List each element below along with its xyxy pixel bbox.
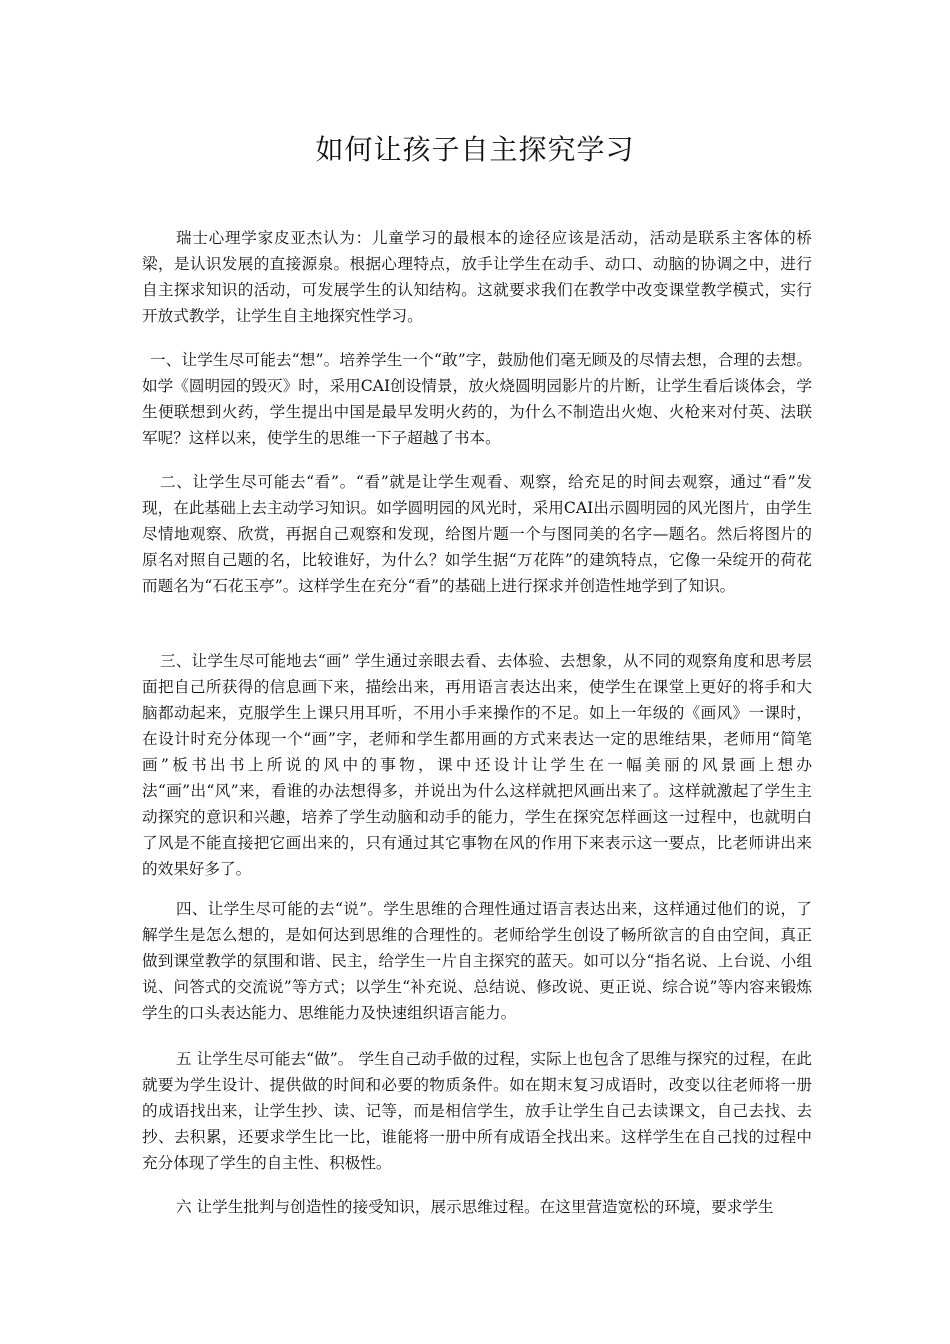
paragraph-look: 二、让学生尽可能去“看”。“看”就是让学生观看、观察，给充足的时间去观察，通过“看”发现，在此基础上去主动学习知识。如学圆明园的风光时，采用CAI出示圆明园的风光图片，由学生尽情地观察、欣赏，再据自己观察和发现，给图片题一个与图同美的名字—题名。然后将图片的原名对照自己题的名，比较谁好，为什么？如学生据“万花阵”的建筑特点，它像一朵绽开的荷花而题名为“石花玉亭”。这样学生在充分“看”的基础上进行探求并创造性地学到了知识。 [142,473,812,595]
paragraph-intro: 瑞士心理学家皮亚杰认为：儿童学习的最根本的途径应该是活动，活动是联系主客体的桥梁，是认识发展的直接源泉。根据心理特点，放手让学生在动手、动口、动脑的协调之中，进行自主探求知识的活动，可发展学生的认知结构。这就要求我们在教学中改变课堂教学模式，实行开放式教学，让学生自主地探究性学习。 [142,229,812,325]
paragraph-do: 五 让学生尽可能去“做”。 学生自己动手做的过程，实际上也包含了思维与探究的过程，在此就要为学生设计、提供做的时间和必要的物质条件。如在期末复习成语时，改变以往老师将一册的成语找出来，让学生抄、读、记等，而是相信学生，放手让学生自己去读课文，自己去找、去抄、去积累，还要求学生比一比，谁能将一册中所有成语全找出来。这样学生在自己找的过程中充分体现了学生的自主性、积极性。 [142,1050,812,1172]
paragraph-draw: 三、让学生尽可能地去“画” 学生通过亲眼去看、去体验、去想象，从不同的观察角度和思考层面把自己所获得的信息画下来，描绘出来，再用语言表达出来，使学生在课堂上更好的将手和大脑都动起来，克服学生上课只用耳听，不用小手来操作的不足。如上一年级的《画风》一课时，在设计时充分体现一个“画”字，老师和学生都用画的方式来表达一定的思维结果，老师用“简笔画”板书出书上所说的风中的事物，课中还设计让学生在一幅美丽的风景画上想办法“画”出“风”来，看谁的办法想得多，并说出为什么这样就把风画出来了。这样就激起了学生主动探究的意识和兴趣，培养了学生动脑和动手的能力，学生在探究怎样画这一过程中，也就明白了风是不能直接把它画出来的，只有通过其它事物在风的作用下来表示这一要点，比老师讲出来的效果好多了。 [142,652,812,878]
document-title: 如何让孩子自主探究学习 [315,133,635,166]
paragraph-critical: 六 让学生批判与创造性的接受知识，展示思维过程。在这里营造宽松的环境，要求学生 [176,1198,774,1216]
paragraph-think: 一、让学生尽可能去“想”。培养学生一个“敢”字，鼓励他们毫无顾及的尽情去想，合理的去想。如学《圆明园的毁灭》时，采用CAI创设情景，放火烧圆明园影片的片断，让学生看后谈体会，学生便联想到火药，学生提出中国是最早发明火药的，为什么不制造出火炮、火枪来对付英、法联军呢？这样以来，使学生的思维一下子超越了书本。 [142,351,812,447]
paragraph-speak: 四、让学生尽可能的去“说”。学生思维的合理性通过语言表达出来，这样通过他们的说，了解学生是怎么想的，是如何达到思维的合理性的。老师给学生创设了畅所欲言的自由空间，真正做到课堂教学的氛围和谐、民主，给学生一片自主探究的蓝天。如可以分“指名说、上台说、小组说、问答式的交流说”等方式；以学生“补充说、总结说、修改说、更正说、综合说”等内容来锻炼学生的口头表达能力、思维能力及快速组织语言能力。 [142,900,812,1022]
